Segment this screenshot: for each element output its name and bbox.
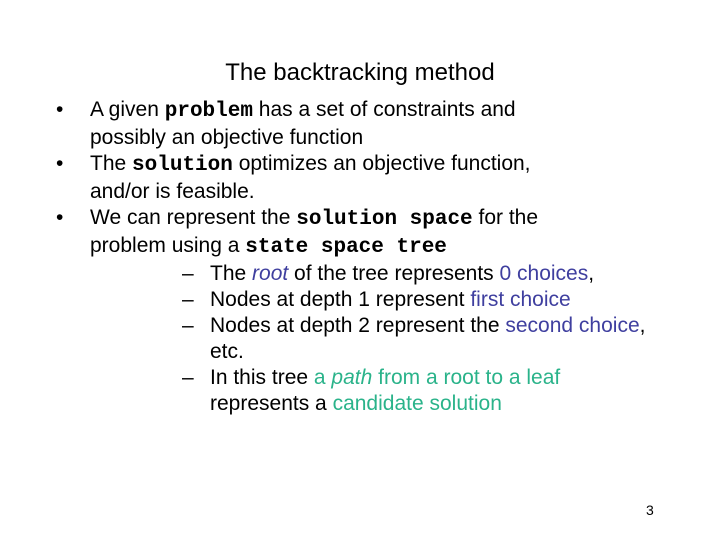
bullet-item (0, 151, 720, 205)
term-root-to-leaf: from a root to a leaf (372, 366, 561, 389)
term-path: path (331, 366, 373, 389)
sub-bullet-item (90, 287, 720, 313)
sub-bullet-marker: – (182, 288, 194, 311)
keyword-solution-space: solution space (296, 208, 473, 231)
sub-bullet-text: The (210, 262, 253, 285)
sub-bullet-text: , (588, 262, 595, 285)
sub-bullet-text: Nodes at depth 1 represent (210, 288, 471, 311)
term-a: a (313, 366, 332, 389)
sub-bullet-marker: – (182, 262, 194, 285)
bullet-text: and/or is feasible. (90, 180, 255, 203)
term-root: root (252, 262, 289, 285)
bullet-text: has a set of constraints and (252, 98, 516, 121)
sub-bullet-marker: – (182, 366, 194, 389)
sub-bullet-item (90, 313, 720, 365)
bullet-list (0, 97, 720, 417)
bullet-marker: • (56, 206, 64, 229)
bullet-item (0, 205, 720, 417)
sub-bullet-text: In this tree (210, 366, 314, 389)
keyword-problem: problem (164, 100, 253, 123)
bullet-text: We can represent the (90, 206, 297, 229)
sub-bullet-list (90, 261, 720, 417)
sub-bullet-text: , (639, 314, 646, 337)
keyword-state-space-tree: state space tree (245, 236, 447, 259)
sub-bullet-text: Nodes at depth 2 represent the (210, 314, 506, 337)
bullet-text: problem using a (90, 234, 246, 257)
bullet-text: for the (472, 206, 539, 229)
sub-bullet-text: etc. (210, 340, 244, 363)
bullet-marker: • (56, 98, 64, 121)
bullet-text: possibly an objective function (90, 126, 364, 149)
sub-bullet-item (90, 365, 720, 417)
term-second-choice: second choice (505, 314, 640, 337)
keyword-solution: solution (132, 154, 233, 177)
term-candidate-solution: candidate solution (332, 392, 502, 415)
bullet-marker: • (56, 152, 64, 175)
sub-bullet-item (90, 261, 720, 287)
bullet-text: The (90, 152, 133, 175)
term-zero-choices: 0 choices (499, 262, 589, 285)
bullet-text: A given (90, 98, 165, 121)
sub-bullet-marker: – (182, 314, 194, 337)
bullet-text: optimizes an objective function, (232, 152, 531, 175)
slide-title: The backtracking method (225, 59, 495, 86)
sub-bullet-text: of the tree represents (288, 262, 500, 285)
page-number: 3 (646, 502, 654, 518)
bullet-item (0, 97, 720, 151)
sub-bullet-text: represents a (210, 392, 333, 415)
term-first-choice: first choice (470, 288, 571, 311)
